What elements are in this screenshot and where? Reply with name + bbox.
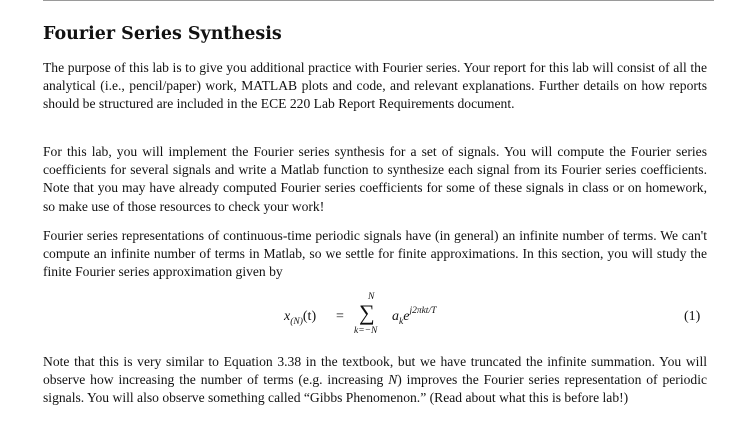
top-rule — [43, 0, 714, 1]
paragraph-purpose: The purpose of this lab is to give you additional practice with Fourier series. Your report for this lab will consist of all the analytical (i.e., pencil/paper) work, MATLAB plots and code, and relevant explanations. Further details on how reports should be structured are included in the ECE 220 Lab Report Requirements document. — [43, 60, 707, 112]
equation-1 — [0, 292, 734, 346]
paragraph-representation: Fourier series representations of continuous-time periodic signals have (in general) an infinite number of terms. We can't compute an infinite number of terms in Matlab, so we settle for finite approximations. In this section, you will study the finite Fourier series approximation given by — [43, 228, 707, 280]
summation-lower-limit: k=−N — [354, 326, 378, 336]
equation-equals: = — [336, 309, 344, 324]
paragraph-task: For this lab, you will implement the Fourier series synthesis for a set of signals. You will compute the Fourier series coefficients for several signals and write a Matlab function to synthesize each signal from its Fourier series coefficients. Note that you may have already computed Fourier series coefficients for some of these signals in class or on homework, so make use of those resources to check your work! — [43, 144, 707, 214]
equation-term: $a_ke^{j2\pi kt/T}$ — [392, 306, 437, 327]
summation-upper-limit: N — [368, 292, 375, 302]
summation-sigma-icon: ∑ — [359, 300, 375, 325]
section-title: Fourier Series Synthesis — [43, 24, 282, 44]
paragraph-note: Note that this is very similar to Equation 3.38 in the textbook, but we have truncated the infinite summation. You will observe how increasing the number of terms (e.g. increasing N) improves the Fourier series representation of periodic signals. You will also observe something called “Gibbs Phenomenon.” (Read about what this is before lab!) — [43, 354, 708, 406]
equation-lhs: $x_{(N)}(t)$ — [284, 309, 317, 327]
equation-number: (1) — [684, 309, 701, 324]
